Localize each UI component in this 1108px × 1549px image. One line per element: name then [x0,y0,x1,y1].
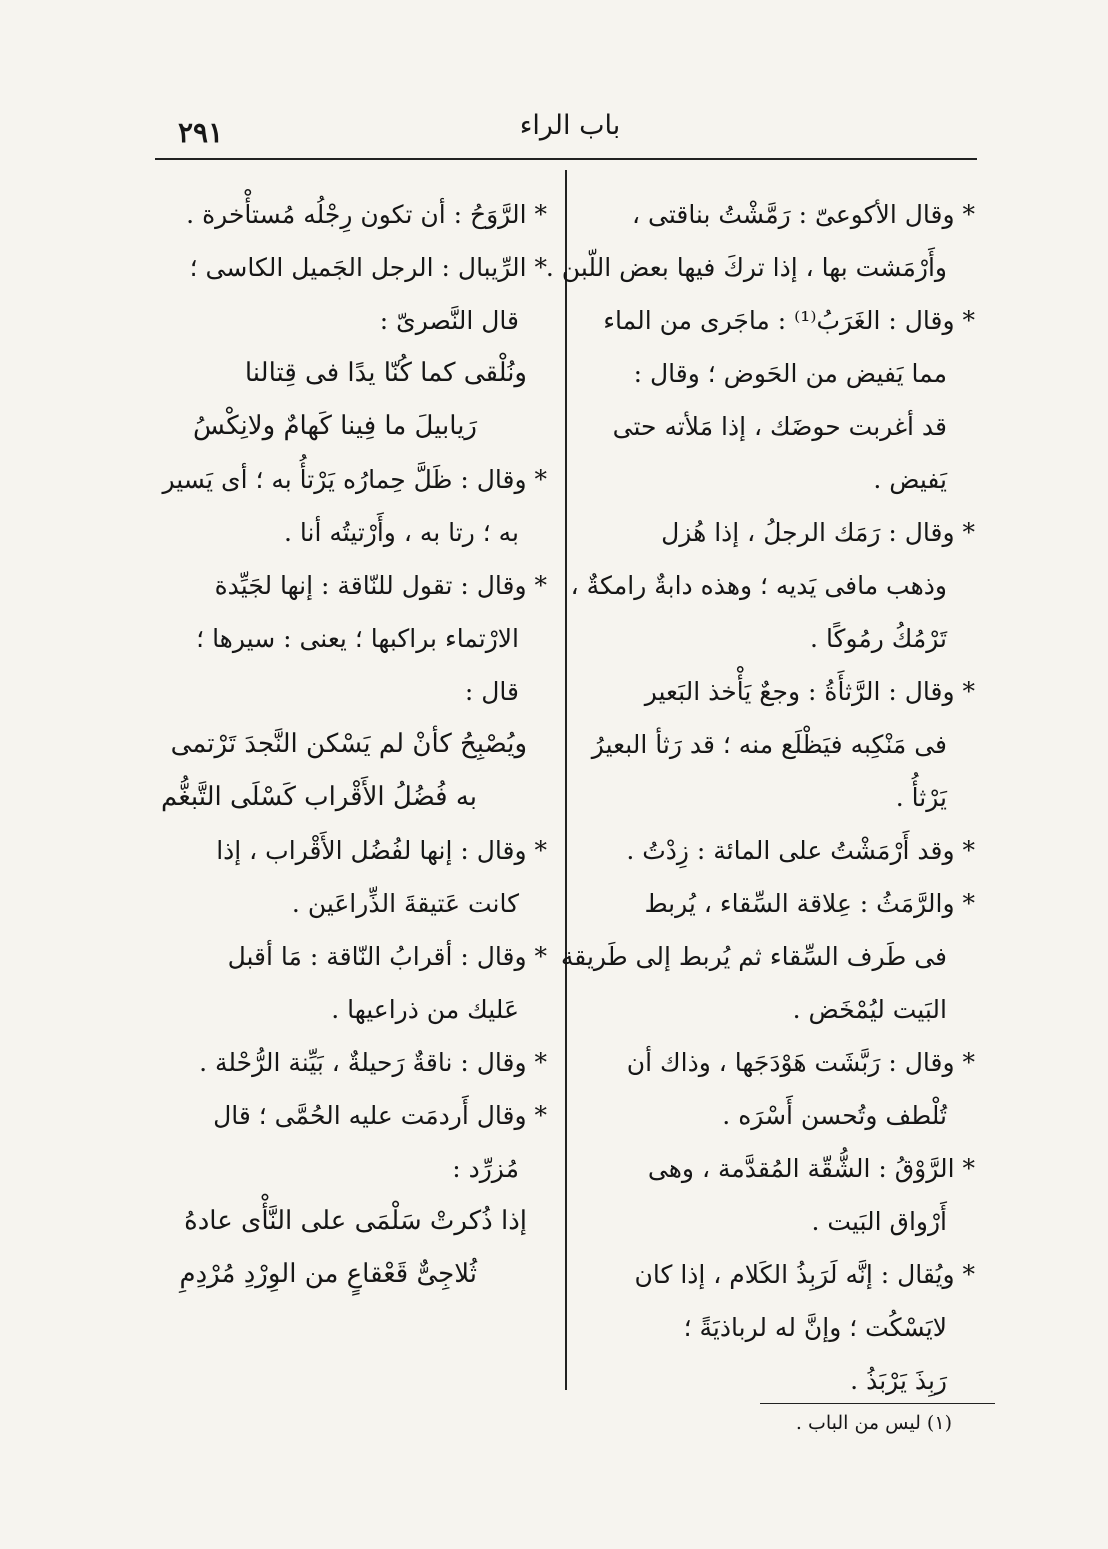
header-rule [155,158,977,160]
text-line: * وقال : الغَرَبُ⁽¹⁾ : ماجَرى من الماء [603,306,975,335]
text-line: * الرَّوَحُ : أن تكون رِجْلُه مُستأْخرة . [186,200,547,229]
chapter-title: باب الراء [519,110,621,141]
text-line: * وقال أَردمَت عليه الحُمَّى ؛ قال [213,1101,547,1130]
footnote: (١) ليس من الباب . [795,1412,952,1434]
left-column [161,188,547,1301]
text-line: رَبِذَ يَرْبَذُ . [850,1366,947,1395]
text-line: فى مَنْكِبه فيَظْلَع منه ؛ قد رَثأ البعيرُ [591,730,947,759]
text-line: البَيت ليُمْخَض . [792,995,947,1024]
poem-verse: إذا ذُكرتْ سَلْمَى على النَّأْى عادهُ [184,1206,527,1236]
text-line: * وقد أَرْمَشْتُ على المائة : زِدْتُ . [626,836,975,865]
text-line: * ويُقال : إنَّه لَرَبِذُ الكَلام ، إذا كان [634,1260,975,1289]
text-line: * وقال : إنها لفُضُل الأَقْراب ، إذا [216,836,547,865]
text-line: أَرْواق البَيت . [811,1207,947,1236]
text-line: قد أغربت حوضَك ، إذا مَلأته حتى [612,412,947,441]
text-line: لايَسْكُت ؛ وإنَّ له لرباذيَةً ؛ [683,1313,947,1342]
text-line: به ؛ رتا به ، وأَرْتيتُه أنا . [283,518,519,547]
poem-verse: به فُضُلُ الأَقْراب كَسْلَى التَّبغُّم [161,782,477,812]
text-line: الارْتماء براكبها ؛ يعنى : سيرها ؛ [196,624,519,653]
text-line: وذهب مافى يَديه ؛ وهذه دابةٌ رامكةٌ ، [570,571,947,600]
text-line: * وقال : أقرابُ النّاقة : مَا أقبل [227,942,547,971]
text-line: فى طَرف السِّقاء ثم يُربط إلى طَريقة [560,942,947,971]
text-line: تُلْطف وتُحسن أَسْرَه . [722,1101,947,1130]
page-number: ٢٩١ [178,116,224,149]
text-line: قال : [464,677,519,706]
text-line: * الرِّيبال : الرجل الجَميل الكاسى ؛ [189,253,547,282]
text-line: * وقال : الرَّثأَةُ : وجعٌ يَأْخذ البَعير [644,677,975,706]
text-line: مما يَفيض من الحَوض ؛ وقال : [633,359,947,388]
footnote-rule [760,1403,995,1404]
text-line: * وقال : رَبَّشَت هَوْدَجَها ، وذاك أن [626,1048,975,1077]
poem-verse: ونُلْقى كما كُنّا يدًا فى قِتالنا [244,358,527,388]
poem-verse: رَيابيلَ ما فِينا كَهامٌ ولانِكْسُ [193,411,477,441]
poem-verse: ثُلاجِىٌّ قَعْقاعٍ من الوِرْدِ مُرْدِمِ [179,1259,477,1289]
text-line: قال النَّصرىّ : [379,306,519,335]
text-line: تَرْمُكُ رمُوكًا . [810,624,947,653]
text-line: وأَرْمَشت بها ، إذا تركَ فيها بعض اللّبن . [545,253,947,282]
text-line: * وقال الأكوعىّ : رَمَّشْتُ بناقتى ، [631,200,975,229]
text-line: * والرَّمَثُ : عِلاقة السِّقاء ، يُربط [644,889,975,918]
text-line: مُزرِّد : [452,1154,519,1183]
text-line: يَرْثأُ . [895,783,947,812]
text-line: عَليك من ذراعيها . [331,995,519,1024]
poem-verse: ويُصْبِحُ كأنْ لم يَسْكن النَّجدَ تَرْتمى [170,729,527,759]
text-line: * وقال : رَمَك الرجلُ ، إذا هُزل [661,518,975,547]
text-line: * الرَّوْقُ : الشُّقّة المُقدَّمة ، وهى [647,1154,975,1183]
text-line: كانت عَتيقةَ الذِّراعَين . [291,889,519,918]
text-line: * وقال : ظَلَّ حِمارُه يَرْتأُ به ؛ أى يَسير [162,465,547,494]
text-line: * وقال : ناقةٌ رَحيلةٌ ، بَيِّنة الرُّحْلة . [199,1048,547,1077]
right-column [545,188,975,1407]
text-line: يَفيض . [873,465,947,494]
column-divider [565,170,567,1390]
text-line: * وقال : تقول للنّاقة : إنها لجَيِّدة [214,571,547,600]
